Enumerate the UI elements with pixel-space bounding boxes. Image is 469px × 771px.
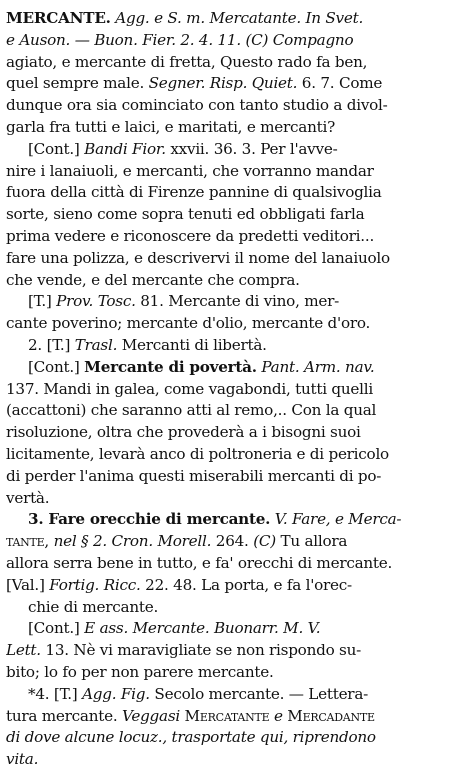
entry-text: 81. Mercante di vino, mer- — [135, 292, 340, 311]
editor-tag: [Cont.] — [28, 357, 85, 376]
entry-line-16 — [6, 335, 463, 357]
source-citation: Pant. Arm. nav. — [256, 357, 375, 376]
entry-line-18 — [6, 379, 463, 401]
entry-text: dunque ora sia cominciato con tanto studio a divol- — [6, 96, 388, 115]
entry-text: risoluzione, oltra che provederà a i bisogni suoi — [6, 423, 361, 442]
entry-line-24 — [6, 509, 463, 531]
source-citation: Prov. Tosc. — [56, 292, 136, 311]
entry-text: allora serra bene in tutto, e fa' orecchi di mercante. — [6, 553, 393, 572]
entry-text: garla fra tutti e laici, e maritati, e mercanti? — [6, 117, 335, 136]
source-citation: Fortig. Ricc. — [49, 575, 141, 594]
entry-text: chie di mercante. — [28, 597, 159, 616]
entry-line-27 — [6, 575, 463, 597]
sub-headword: 3. Fare orecchie di mercante. — [28, 510, 271, 529]
editor-tag: [Cont.] — [28, 139, 85, 158]
cross-reference: Veggasi — [122, 706, 180, 725]
entry-line-3 — [6, 52, 463, 74]
entry-line-35 — [6, 749, 463, 771]
entry-text: bito; lo fo per non parere mercante. — [6, 662, 274, 681]
entry-line-29 — [6, 618, 463, 640]
headword: MERCANTE. — [6, 9, 111, 27]
entry-line-21 — [6, 444, 463, 466]
entry-line-26 — [6, 553, 463, 575]
entry-text: fuora della città di Firenze pannine di qualsivoglia — [6, 183, 382, 202]
entry-text: xxvii. 36. 3. Per l'avve- — [165, 139, 338, 158]
cross-reference: tante, — [6, 532, 54, 551]
entry-line-14 — [6, 291, 463, 313]
sense-number: *4. [T.] — [28, 684, 83, 703]
entry-text: Tu allora — [275, 532, 348, 551]
entry-text: sorte, sieno come sopra tenuti ed obbligati farla — [6, 205, 365, 224]
entry-text: licitamente, levarà anco di poltroneria e di pericolo — [6, 444, 389, 463]
entry-line-30 — [6, 640, 463, 662]
entry-line-17 — [6, 357, 463, 379]
sense-number: 2. [T.] — [28, 335, 75, 354]
entry-text: di perder l'anima questi miserabili mercanti di po- — [6, 466, 382, 485]
entry-text: vertà. — [6, 488, 50, 507]
entry-line-1 — [6, 8, 463, 30]
entry-line-15 — [6, 313, 463, 335]
cross-reference: V. Fare, e Merca- — [270, 510, 402, 529]
entry-text: Secolo mercante. — Lettera- — [149, 684, 369, 703]
entry-line-2 — [6, 30, 463, 52]
cross-reference: Mercadante — [282, 706, 375, 725]
source-citation: Lett. — [6, 641, 41, 660]
entry-line-4 — [6, 73, 463, 95]
entry-line-5 — [6, 95, 463, 117]
usage-label: Agg. Fig. — [82, 684, 150, 703]
entry-text: nire i lanaiuoli, e mercanti, che vorranno mandar — [6, 161, 374, 180]
entry-text: 13. Nè vi maravigliate se non rispondo su- — [40, 641, 362, 660]
entry-line-7 — [6, 139, 463, 161]
grammar-note: Agg. e S. m. Mercatante. In Svet. — [110, 9, 364, 27]
entry-line-33 — [6, 706, 463, 728]
entry-text: cante poverino; mercante d'olio, mercante d'oro. — [6, 314, 371, 333]
entry-line-8 — [6, 161, 463, 183]
entry-line-6 — [6, 117, 463, 139]
entry-text: vita. — [6, 750, 39, 769]
entry-line-32 — [6, 684, 463, 706]
entry-line-13 — [6, 270, 463, 292]
entry-text: che vende, e del mercante che compra. — [6, 270, 300, 289]
entry-text: tura mercante. — [6, 706, 123, 725]
entry-line-25 — [6, 531, 463, 553]
entry-text: agiato, e mercante di fretta, Questo rado fa ben, — [6, 52, 368, 71]
cross-reference: Mercatante — [179, 706, 274, 725]
entry-line-11 — [6, 226, 463, 248]
source-marker: (C) — [253, 532, 276, 551]
entry-text: di dove alcune locuz., trasportate qui, riprendono — [6, 728, 376, 747]
entry-text: (accattoni) che saranno atti al remo,.. Con la qual — [6, 401, 377, 420]
editor-tag: [Cont.] — [28, 619, 85, 638]
entry-line-20 — [6, 422, 463, 444]
entry-text: 22. 48. La porta, e fa l'orec- — [140, 575, 352, 594]
source-citation: nel § 2. Cron. Morell. — [53, 532, 212, 551]
entry-line-23 — [6, 488, 463, 510]
cross-reference: e — [273, 706, 283, 725]
entry-text: prima vedere e riconoscere da predetti veditori... — [6, 226, 375, 245]
entry-text: Mercanti di libertà. — [117, 335, 267, 354]
entry-text: e Auson. — Buon. Fier. 2. 4. 11. (C) Compagno — [6, 30, 354, 49]
entry-text: 137. Mandi in galea, come vagabondi, tutti quelli — [6, 379, 373, 398]
entry-text: 264. — [211, 532, 254, 551]
editor-tag: [Val.] — [6, 575, 50, 594]
entry-line-19 — [6, 400, 463, 422]
entry-line-9 — [6, 182, 463, 204]
entry-line-28 — [6, 597, 463, 619]
entry-text: fare una polizza, e descrivervi il nome del lanaiuolo — [6, 248, 390, 267]
source-citation: Bandi Fior. — [84, 139, 166, 158]
entry-line-22 — [6, 466, 463, 488]
editor-tag: [T.] — [28, 292, 57, 311]
usage-label: Trasl. — [74, 335, 118, 354]
sub-headword: Mercante di povertà. — [84, 357, 257, 376]
entry-text: 6. 7. Come — [297, 74, 383, 93]
source-citation: E ass. Mercante. Buonarr. M. V. — [84, 619, 321, 638]
entry-line-10 — [6, 204, 463, 226]
entry-text: quel sempre male. — [6, 74, 149, 93]
entry-line-12 — [6, 248, 463, 270]
source-citation: Segner. Risp. Quiet. — [148, 74, 298, 93]
entry-line-34 — [6, 727, 463, 749]
entry-line-31 — [6, 662, 463, 684]
